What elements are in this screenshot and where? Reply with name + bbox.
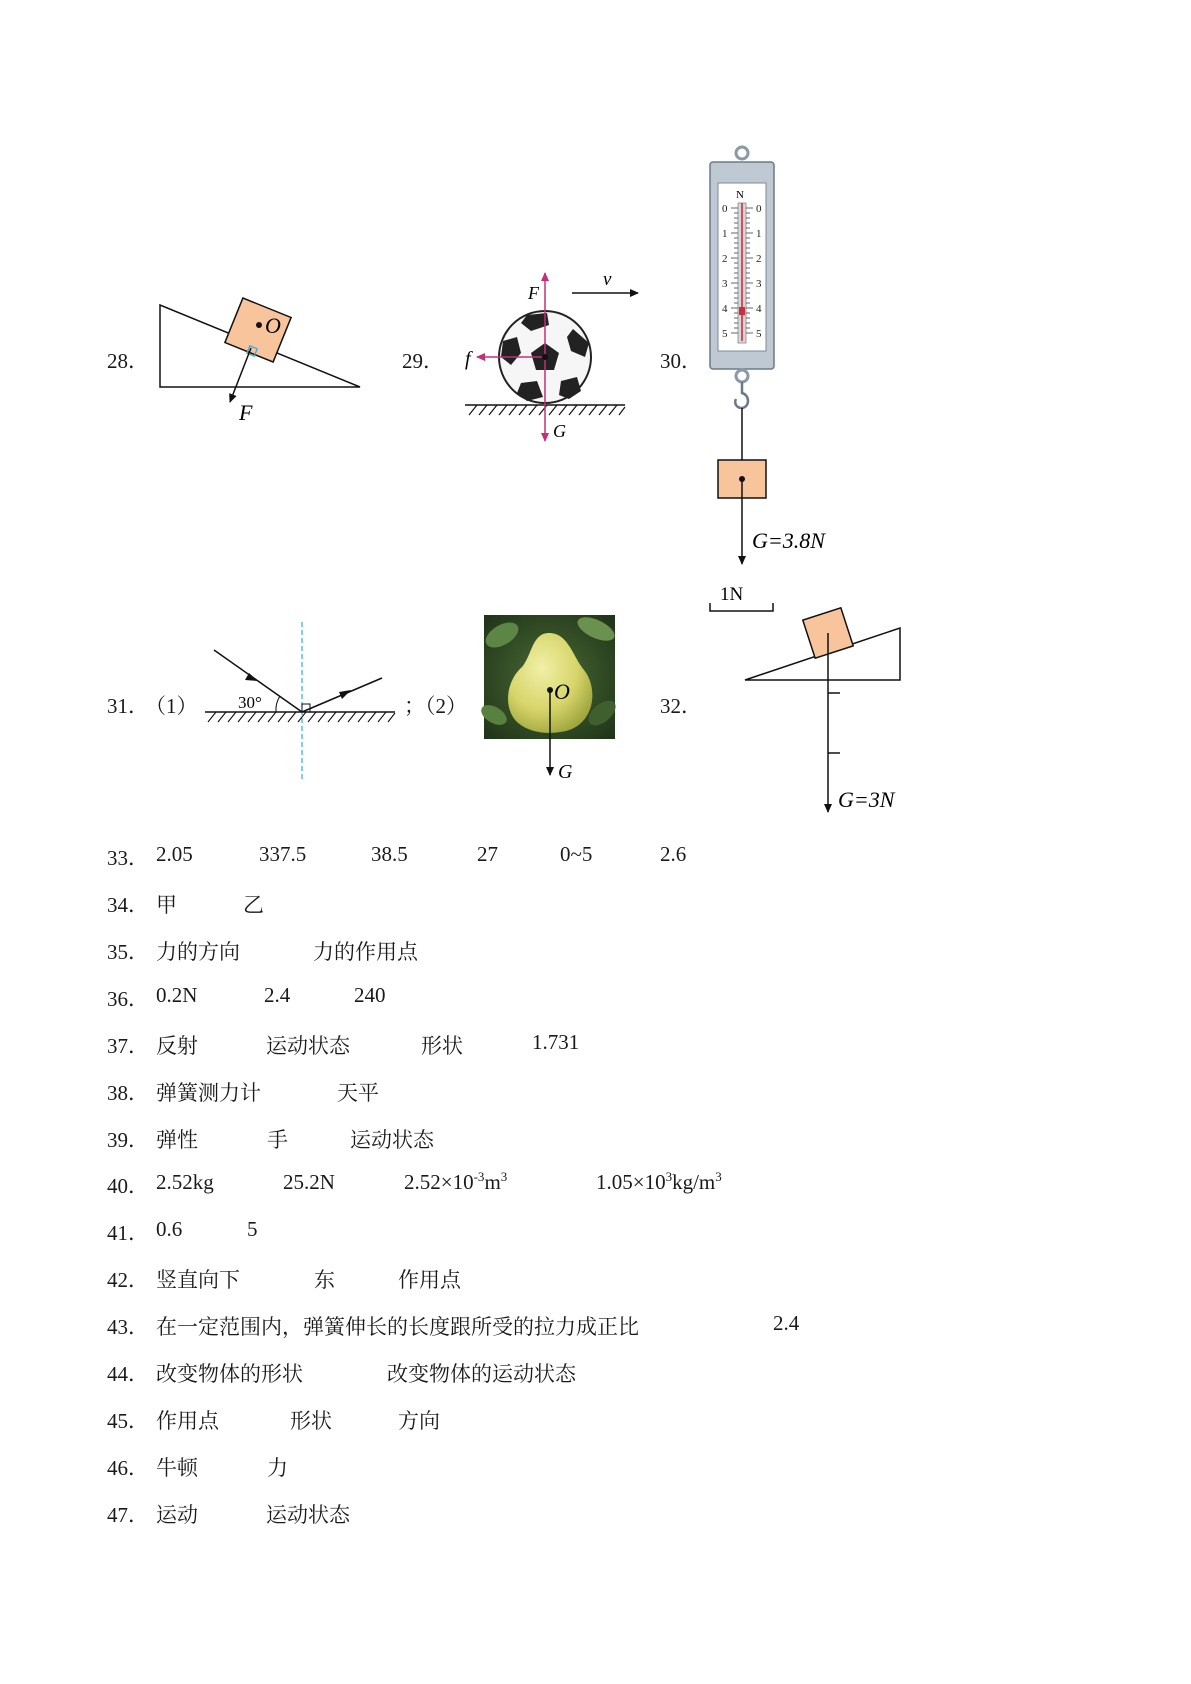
answer-item: 25.2N — [283, 1170, 335, 1194]
q29-number: 29． — [402, 349, 444, 373]
q29-gravity-label: G — [553, 421, 566, 441]
answer-item: 反射 — [156, 1034, 198, 1058]
answer-item: 2.05 — [156, 842, 193, 866]
q31-pomelo-diagram — [484, 615, 619, 785]
answer-item: 27 — [477, 842, 498, 866]
q29-ball-diagram — [455, 265, 645, 445]
answer-number: 42． — [107, 1268, 149, 1292]
answer-item: 运动 — [156, 1503, 198, 1527]
answer-item: 在一定范围内，弹簧伸长的长度跟所受的拉力成正比 — [156, 1315, 639, 1339]
answer-item-density — [596, 1170, 722, 1195]
q30-scale-left-2: 2 — [722, 253, 728, 265]
answer-item: 改变物体的形状 — [156, 1362, 303, 1386]
q30-scale-right-3: 3 — [756, 278, 762, 290]
q31-angle-label: 30° — [238, 693, 262, 712]
q28-force-label: F — [239, 400, 253, 425]
answer-item: 0.6 — [156, 1217, 183, 1241]
answer-number: 46． — [107, 1456, 149, 1480]
answer-item: 0~5 — [560, 842, 593, 866]
answer-item: 运动状态 — [266, 1034, 350, 1058]
volume-base: 2.52×10 — [404, 1170, 474, 1194]
answer-number: 44． — [107, 1362, 149, 1386]
answer-number: 41． — [107, 1221, 149, 1245]
q30-scale-left-1: 1 — [722, 228, 728, 240]
answer-item: 1.731 — [532, 1030, 580, 1054]
density-unit: kg/m — [672, 1170, 716, 1194]
q32-number: 32． — [660, 694, 702, 718]
answer-item: 改变物体的运动状态 — [387, 1362, 576, 1386]
answer-item: 乙 — [243, 893, 264, 917]
q30-scale-left-5: 5 — [722, 328, 728, 340]
answer-item: 方向 — [398, 1409, 440, 1433]
answer-item: 牛顿 — [156, 1456, 198, 1480]
q30-weight-label — [752, 528, 826, 553]
q28-block — [225, 298, 291, 362]
q32-scale-label: 1N — [720, 584, 744, 605]
answer-item: 2.4 — [264, 983, 291, 1007]
density-base: 1.05×10 — [596, 1170, 666, 1194]
answer-number: 33． — [107, 846, 149, 870]
q32-incline-diagram — [740, 605, 960, 815]
answer-item-volume — [404, 1170, 507, 1195]
answer-item: 38.5 — [371, 842, 408, 866]
q31-number: 31． — [107, 694, 149, 718]
q28-force-arrow — [230, 348, 251, 402]
q30-hook — [735, 382, 748, 408]
answer-number: 35． — [107, 940, 149, 964]
answer-item: 力 — [267, 1456, 288, 1480]
q30-weight-text: G=3.8N — [752, 528, 825, 553]
q30-scale-left-4: 4 — [722, 303, 728, 315]
q30-scale-left-0: 0 — [722, 203, 728, 215]
answer-number: 47． — [107, 1503, 149, 1527]
q29-ground-hatch — [469, 405, 625, 415]
q31-gravity-label: G — [558, 761, 573, 783]
q31-pomelo-point-label: O — [554, 679, 570, 704]
q30-scale-right-2: 2 — [756, 253, 762, 265]
answer-number: 36． — [107, 987, 149, 1011]
q30-unit-label: N — [736, 189, 744, 201]
q30-number: 30． — [660, 349, 702, 373]
answer-number: 34． — [107, 893, 149, 917]
q32-weight-label — [838, 787, 896, 812]
answer-item: 手 — [267, 1128, 288, 1152]
answer-item: 弹性 — [156, 1128, 198, 1152]
q30-spring-scale-diagram — [700, 145, 860, 615]
q31-incident-arrowhead — [245, 673, 258, 681]
q28-incline-diagram — [155, 290, 365, 430]
answer-item: 运动状态 — [350, 1128, 434, 1152]
answer-number: 45． — [107, 1409, 149, 1433]
q31-reflection-diagram — [200, 620, 400, 780]
q29-velocity-label: v — [603, 269, 612, 290]
q29-center-point — [542, 354, 548, 360]
q30-scale-right-4: 4 — [756, 303, 762, 315]
q30-scale-right-1: 1 — [756, 228, 762, 240]
q31-angle-arc — [276, 696, 280, 712]
answer-item: 作用点 — [398, 1268, 461, 1292]
q31-part1-label: （1） — [145, 694, 198, 718]
answer-number: 37． — [107, 1034, 149, 1058]
answer-item: 作用点 — [156, 1409, 219, 1433]
answer-item: 甲 — [156, 893, 177, 917]
volume-unit-exp: 3 — [500, 1169, 508, 1184]
q28-number: 28． — [107, 349, 149, 373]
q28-point-o — [256, 322, 262, 328]
q29-force-up-label: F — [528, 283, 539, 303]
answer-item: 东 — [314, 1268, 335, 1292]
answer-item: 5 — [247, 1217, 258, 1241]
volume-exp: -3 — [473, 1169, 485, 1184]
answer-item: 2.6 — [660, 842, 687, 866]
q30-scale-right-0: 0 — [756, 203, 762, 215]
answer-number: 43． — [107, 1315, 149, 1339]
q29-friction-label: f — [465, 348, 471, 370]
q31-separator: ；（2） — [404, 694, 467, 718]
q30-indicator — [739, 307, 745, 315]
q31-reflected-arrowhead — [339, 690, 351, 699]
answer-item: 运动状态 — [266, 1503, 350, 1527]
q30-scale-left-3: 3 — [722, 278, 728, 290]
answer-number: 39． — [107, 1128, 149, 1152]
answer-item: 形状 — [421, 1034, 463, 1058]
density-unit-exp: 3 — [715, 1169, 722, 1184]
answer-item: 2.4 — [773, 1311, 800, 1335]
answer-item: 弹簧测力计 — [156, 1081, 261, 1105]
answer-number: 38． — [107, 1081, 149, 1105]
density-exp: 3 — [665, 1169, 673, 1184]
answer-item: 337.5 — [259, 842, 307, 866]
q32-weight-text: G=3N — [838, 787, 895, 812]
answer-number: 40． — [107, 1174, 149, 1198]
q30-scale-right-5: 5 — [756, 328, 762, 340]
volume-unit: m — [484, 1170, 501, 1194]
q30-bottom-ring — [736, 370, 748, 382]
answer-item: 力的方向 — [156, 940, 240, 964]
answer-item: 天平 — [337, 1081, 379, 1105]
answer-item: 力的作用点 — [313, 940, 418, 964]
answer-item: 0.2N — [156, 983, 198, 1007]
q30-top-ring — [736, 147, 748, 159]
answer-item: 形状 — [290, 1409, 332, 1433]
q28-point-o-label: O — [265, 313, 281, 338]
answer-item: 2.52kg — [156, 1170, 214, 1194]
answer-item: 竖直向下 — [156, 1268, 240, 1292]
answer-item: 240 — [354, 983, 386, 1007]
